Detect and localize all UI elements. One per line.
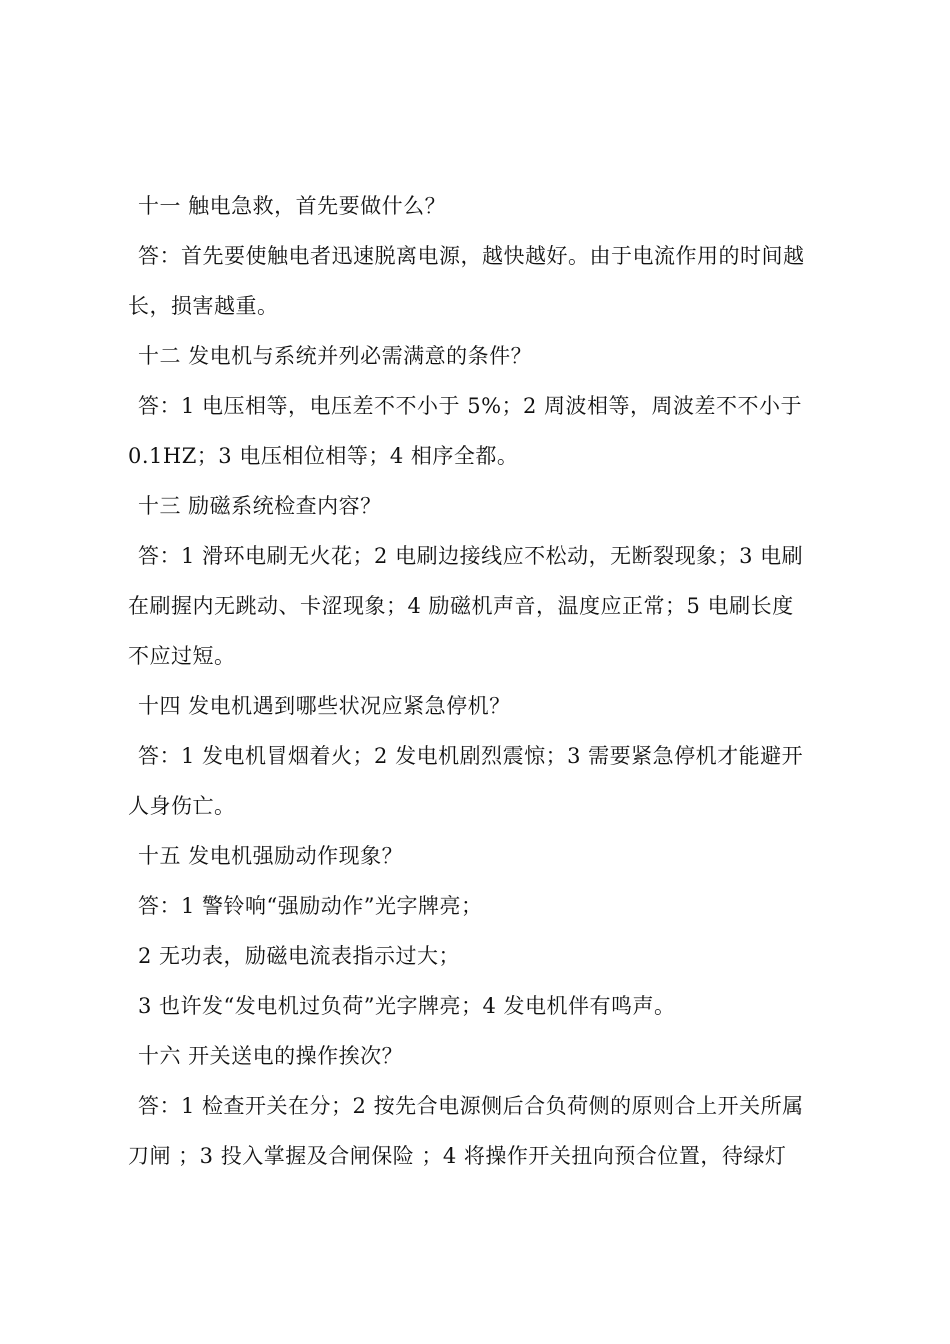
- answer-15-line-3: 3 也许发“发电机过负荷”光字牌亮；4 发电机伴有鸣声。: [138, 994, 676, 1018]
- answer-11-line-2: 长，损害越重。: [128, 294, 279, 318]
- answer-16-line-2: 刀闸 ；3 投入掌握及合闸保险 ；4 将操作开关扭向预合位置，待绿灯: [128, 1144, 787, 1168]
- question-12: 十二 发电机与系统并列必需满意的条件？: [138, 344, 533, 368]
- question-15: 十五 发电机强励动作现象？: [138, 844, 404, 868]
- question-13: 十三 励磁系统检查内容？: [138, 494, 382, 518]
- answer-14-line-2: 人身伤亡。: [128, 794, 236, 818]
- answer-11-line-1: 答：首先要使触电者迅速脱离电源，越快越好。由于电流作用的时间越: [138, 244, 805, 268]
- answer-16-line-1: 答：1 检查开关在分；2 按先合电源侧后合负荷侧的原则合上开关所属: [138, 1094, 804, 1118]
- answer-15-line-1: 答：1 警铃响“强励动作”光字牌亮；: [138, 894, 483, 918]
- answer-12-line-1: 答：1 电压相等，电压差不不小于 5%；2 周波相等，周波差不不小于: [138, 394, 803, 418]
- question-11: 十一 触电急救，首先要做什么？: [138, 194, 447, 218]
- answer-15-line-2: 2 无功表，励磁电流表指示过大；: [138, 944, 461, 968]
- answer-14-line-1: 答：1 发电机冒烟着火；2 发电机剧烈震惊；3 需要紧急停机才能避开: [138, 744, 804, 768]
- answer-13-line-3: 不应过短。: [128, 644, 236, 668]
- answer-13-line-2: 在刷握内无跳动、卡涩现象；4 励磁机声音，温度应正常；5 电刷长度: [128, 594, 794, 618]
- answer-12-line-2: 0.1HZ；3 电压相位相等；4 相序全都。: [128, 444, 519, 468]
- question-14: 十四 发电机遇到哪些状况应紧急停机？: [138, 694, 511, 718]
- question-16: 十六 开关送电的操作挨次？: [138, 1044, 404, 1068]
- answer-13-line-1: 答：1 滑环电刷无火花；2 电刷边接线应不松动，无断裂现象；3 电刷: [138, 544, 804, 568]
